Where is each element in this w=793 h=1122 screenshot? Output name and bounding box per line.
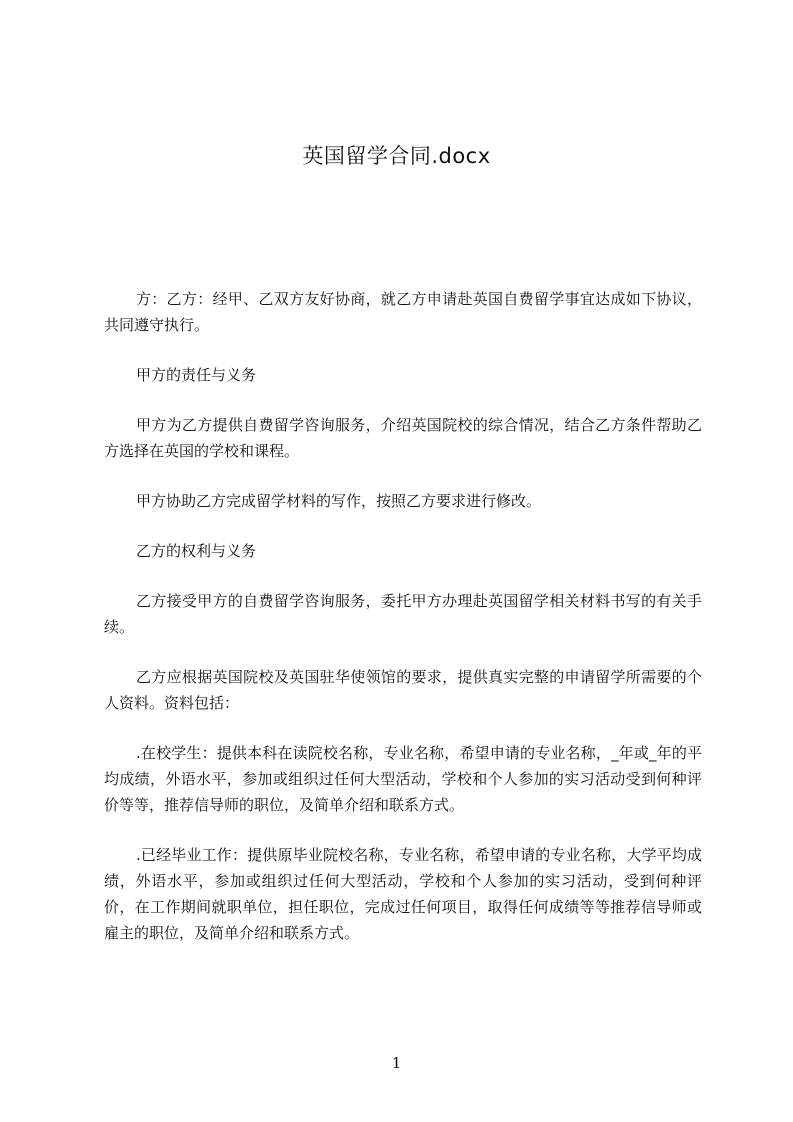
paragraph-students: .在校学生：提供本科在读院校名称，专业名称，希望申请的专业名称，_年或_年的平均成绩，外语水平，参加或组织过任何大型活动，学校和个人参加的实习活动受到何种评价等等，推荐信导师的职位，及简单介绍和联系方式。 <box>104 744 702 814</box>
section-heading-party-a: 甲方的责任与义务 <box>136 366 257 384</box>
paragraph-party-b-accept: 乙方接受甲方的自费留学咨询服务，委托甲方办理赴英国留学相关材料书写的有关手续。 <box>104 592 702 636</box>
paragraph-graduates: .已经毕业工作：提供原毕业院校名称，专业名称，希望申请的专业名称，大学平均成绩，外语水平，参加或组织过任何大型活动，学校和个人参加的实习活动，受到何种评价，在工作期间就职单位，担任职位，完成过任何项目，取得任何成绩等等推荐信导师或雇主的职位，及简单介绍和联系方式。 <box>104 846 702 942</box>
document-title: 英国留学合同.docx <box>302 144 491 168</box>
paragraph-agreement-intro: 方：乙方：经甲、乙双方友好协商，就乙方申请赴英国自费留学事宜达成如下协议，共同遵守执行。 <box>104 290 702 334</box>
section-heading-party-b: 乙方的权利与义务 <box>136 542 257 560</box>
page-number: 1 <box>391 1054 402 1072</box>
document-body <box>104 286 702 970</box>
paragraph-party-b-documents: 乙方应根据英国院校及英国驻华使领馆的要求，提供真实完整的申请留学所需要的个人资料。资料包括： <box>104 668 702 712</box>
paragraph-party-a-service: 甲方为乙方提供自费留学咨询服务，介绍英国院校的综合情况，结合乙方条件帮助乙方选择在英国的学校和课程。 <box>104 416 702 460</box>
paragraph-party-a-materials: 甲方协助乙方完成留学材料的写作，按照乙方要求进行修改。 <box>136 492 542 510</box>
